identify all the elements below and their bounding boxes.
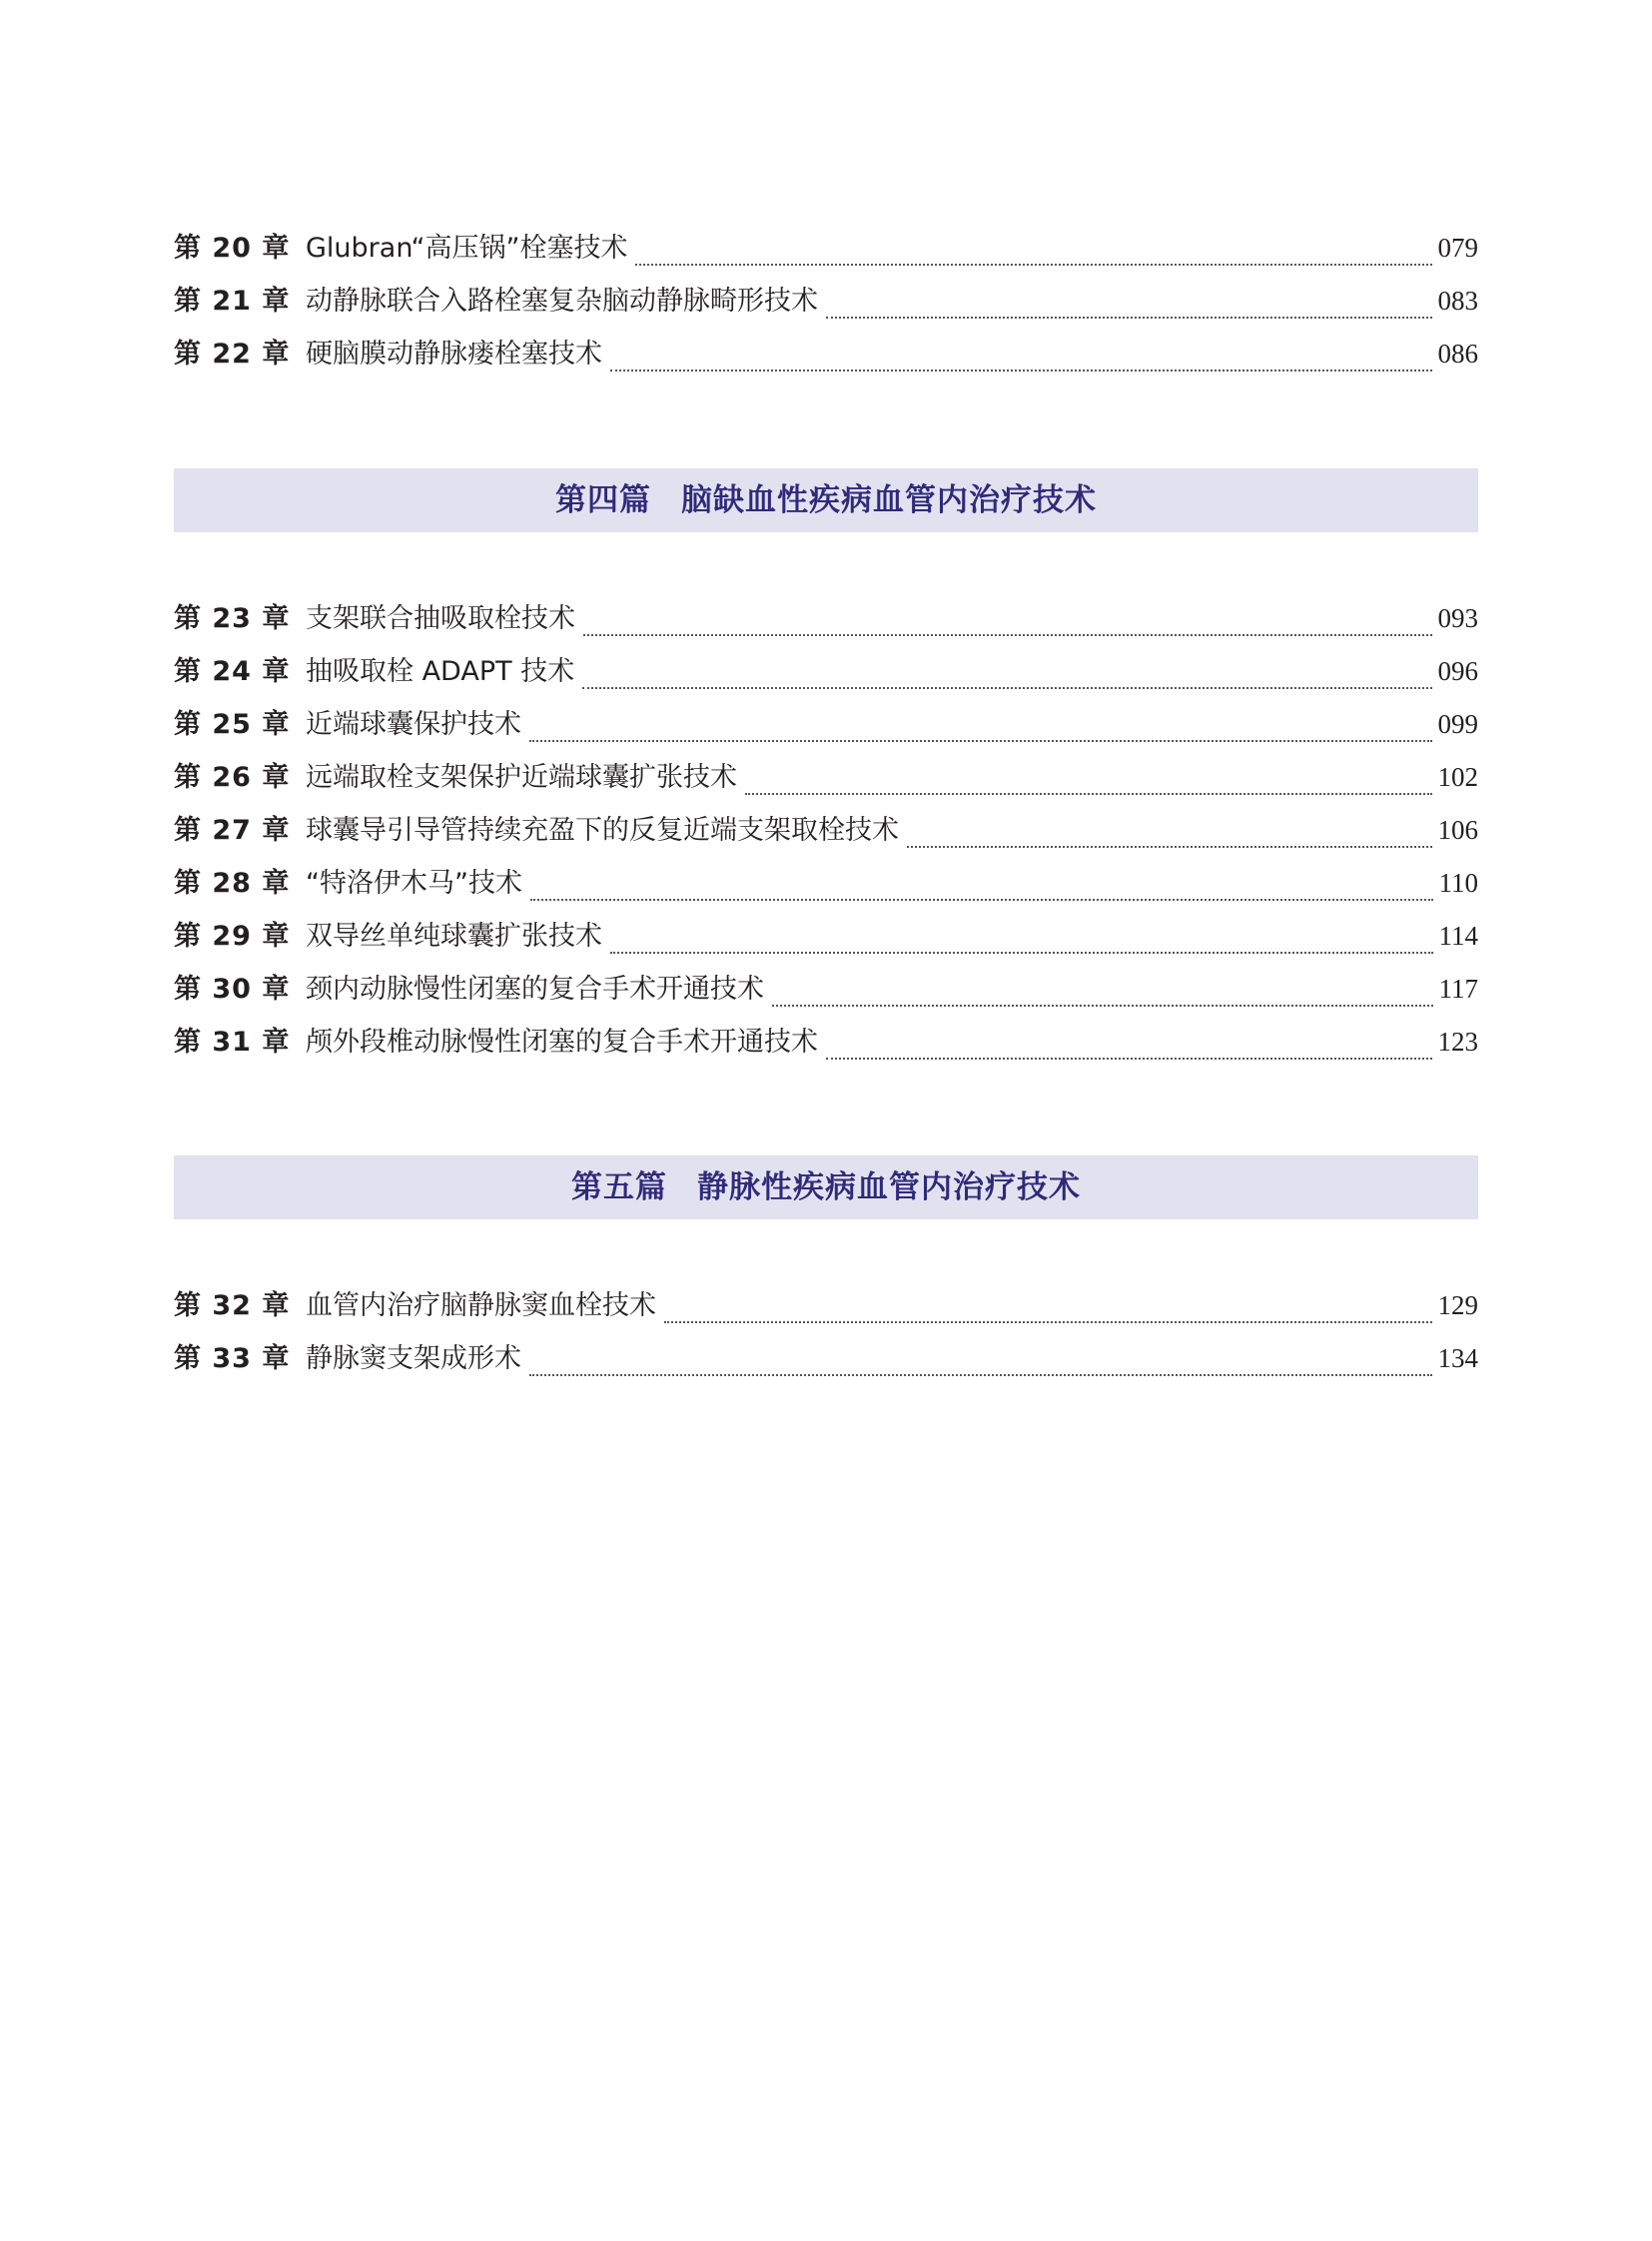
dot-leader <box>745 793 1432 795</box>
chapter-number: 第 27 章 <box>174 815 291 846</box>
part-label: 第五篇 <box>571 1169 667 1205</box>
part-title: 脑缺血性疾病血管内治疗技术 <box>681 482 1097 518</box>
page-number: 123 <box>1437 1027 1478 1057</box>
dot-leader <box>907 846 1432 848</box>
page-number: 106 <box>1437 815 1478 845</box>
toc-entry[interactable] <box>174 1279 1478 1332</box>
chapter-number: 第 25 章 <box>174 709 291 740</box>
toc-entry[interactable] <box>174 592 1478 645</box>
toc-entry[interactable] <box>174 804 1478 857</box>
chapter-title: 球囊导引导管持续充盈下的反复近端支架取栓技术 <box>306 815 899 846</box>
page-number: 129 <box>1437 1290 1478 1320</box>
chapter-title: 近端球囊保护技术 <box>306 709 521 740</box>
chapter-number: 第 21 章 <box>174 286 291 317</box>
chapter-title: 颈内动脉慢性闭塞的复合手术开通技术 <box>306 974 764 1005</box>
chapter-title: Glubran“高压锅”栓塞技术 <box>306 233 628 264</box>
dot-leader <box>610 370 1432 372</box>
dot-leader <box>529 1374 1432 1376</box>
page-number: 079 <box>1437 233 1478 263</box>
chapter-number: 第 29 章 <box>174 921 291 952</box>
toc-entry[interactable] <box>174 698 1478 751</box>
dot-leader <box>826 1058 1432 1060</box>
chapter-title: 静脉窦支架成形术 <box>306 1343 521 1374</box>
toc-group-part-5 <box>174 1279 1478 1385</box>
part-heading-banner <box>174 468 1478 532</box>
chapter-title: 远端取栓支架保护近端球囊扩张技术 <box>306 762 737 793</box>
page-number: 114 <box>1438 921 1478 951</box>
chapter-number: 第 28 章 <box>174 868 291 899</box>
chapter-title: 血管内治疗脑静脉窦血栓技术 <box>306 1290 656 1321</box>
dot-leader <box>664 1321 1432 1323</box>
chapter-title: 硬脑膜动静脉瘘栓塞技术 <box>306 339 602 370</box>
chapter-title: 动静脉联合入路栓塞复杂脑动静脉畸形技术 <box>306 286 818 317</box>
part-label: 第四篇 <box>555 482 651 518</box>
chapter-number: 第 31 章 <box>174 1027 291 1058</box>
page-number: 134 <box>1437 1343 1478 1373</box>
page-number: 096 <box>1437 656 1478 686</box>
page-number: 102 <box>1437 762 1478 792</box>
toc-entry[interactable] <box>174 275 1478 328</box>
toc-entry[interactable] <box>174 751 1478 804</box>
chapter-title: “特洛伊木马”技术 <box>306 868 522 899</box>
page-number: 083 <box>1437 286 1478 316</box>
toc-entry[interactable] <box>174 1016 1478 1069</box>
page-number: 086 <box>1437 339 1478 369</box>
chapter-number: 第 22 章 <box>174 339 291 370</box>
dot-leader <box>530 899 1433 901</box>
chapter-number: 第 30 章 <box>174 974 291 1005</box>
chapter-number: 第 23 章 <box>174 603 291 634</box>
page-number: 099 <box>1437 709 1478 739</box>
toc-entry[interactable] <box>174 857 1478 910</box>
chapter-number: 第 24 章 <box>174 656 291 687</box>
part-title: 静脉性疾病血管内治疗技术 <box>697 1169 1081 1205</box>
toc-entry[interactable] <box>174 328 1478 380</box>
toc-entry[interactable] <box>174 645 1478 698</box>
toc-entry[interactable] <box>174 222 1478 275</box>
dot-leader <box>772 1005 1433 1007</box>
dot-leader <box>826 317 1432 319</box>
toc-page <box>174 0 1478 2241</box>
page-number: 110 <box>1438 868 1478 898</box>
toc-group-part-3-tail <box>174 222 1478 380</box>
chapter-title: 双导丝单纯球囊扩张技术 <box>306 921 602 952</box>
dot-leader <box>583 634 1432 636</box>
part-heading-banner <box>174 1155 1478 1219</box>
chapter-title: 支架联合抽吸取栓技术 <box>306 603 575 634</box>
toc-entry[interactable] <box>174 1332 1478 1385</box>
dot-leader <box>582 687 1431 689</box>
dot-leader <box>529 740 1432 742</box>
dot-leader <box>610 952 1433 954</box>
chapter-title: 抽吸取栓 ADAPT 技术 <box>306 656 575 687</box>
page-number: 093 <box>1437 603 1478 633</box>
page-number: 117 <box>1438 974 1478 1004</box>
chapter-number: 第 32 章 <box>174 1290 291 1321</box>
dot-leader <box>635 264 1431 266</box>
toc-group-part-4 <box>174 592 1478 1069</box>
toc-entry[interactable] <box>174 910 1478 963</box>
toc-entry[interactable] <box>174 963 1478 1016</box>
chapter-title: 颅外段椎动脉慢性闭塞的复合手术开通技术 <box>306 1027 818 1058</box>
chapter-number: 第 20 章 <box>174 233 291 264</box>
chapter-number: 第 26 章 <box>174 762 291 793</box>
chapter-number: 第 33 章 <box>174 1343 291 1374</box>
